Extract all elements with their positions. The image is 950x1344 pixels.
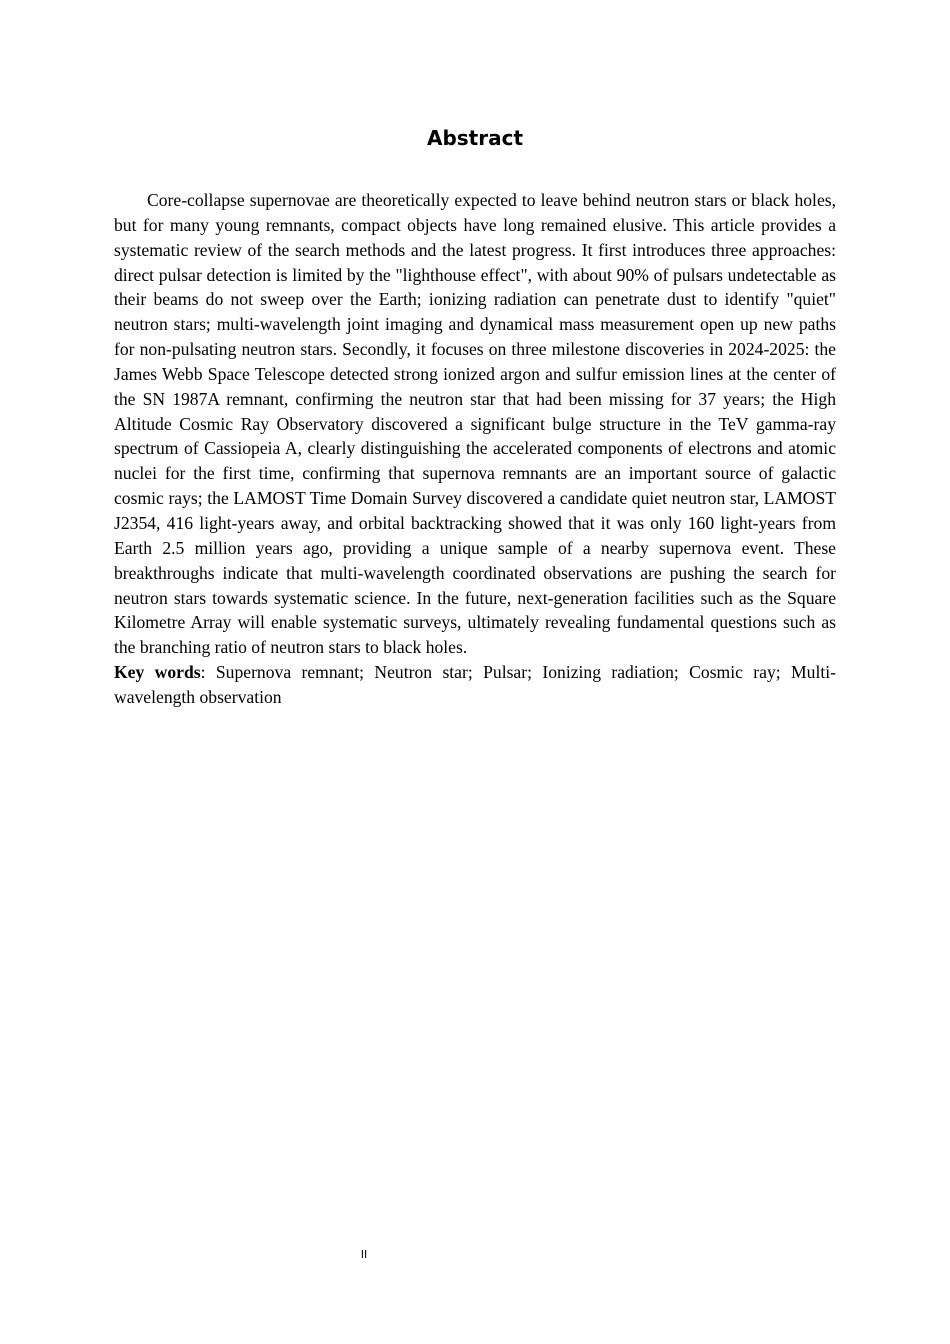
- page-number: II: [360, 1248, 368, 1261]
- abstract-title: Abstract: [426, 126, 524, 150]
- abstract-content: [114, 188, 836, 710]
- keywords-line: [114, 660, 836, 710]
- abstract-paragraph: Core-collapse supernovae are theoretically expected to leave behind neutron stars or black holes, but for many young remnants, compact objects have long remained elusive. This article provides a systematic review of the search methods and the latest progress. It first introduces three approaches: direct pulsar detection is limited by the "lighthouse effect", with about 90% of pulsars undetectable as their beams do not sweep over the Earth; ionizing radiation can penetrate dust to identify "quiet" neutron stars; multi-wavelength joint imaging and dynamical mass measurement open up new paths for non-pulsating neutron stars. Secondly, it focuses on three milestone discoveries in 2024-2025: the James Webb Space Telescope detected strong ionized argon and sulfur emission lines at the center of the SN 1987A remnant, confirming the neutron star that had been missing for 37 years; the High Altitude Cosmic Ray Observatory discovered a significant bulge structure in the TeV gamma-ray spectrum of Cassiopeia A, clearly distinguishing the accelerated components of electrons and atomic nuclei for the first time, confirming that supernova remnants are an important source of galactic cosmic rays; the LAMOST Time Domain Survey discovered a candidate quiet neutron star, LAMOST J2354, 416 light-years away, and orbital backtracking showed that it was only 160 light-years from Earth 2.5 million years ago, providing a unique sample of a nearby supernova event. These breakthroughs indicate that multi-wavelength coordinated observations are pushing the search for neutron stars towards systematic science. In the future, next-generation facilities such as the Square Kilometre Array will enable systematic surveys, ultimately revealing fundamental questions such as the branching ratio of neutron stars to black holes.: [114, 190, 836, 658]
- keywords-list: : Supernova remnant; Neutron star; Pulsar; Ionizing radiation; Cosmic ray; Multi-wavelength observation: [114, 662, 836, 707]
- keywords-label: Key words: [114, 662, 201, 683]
